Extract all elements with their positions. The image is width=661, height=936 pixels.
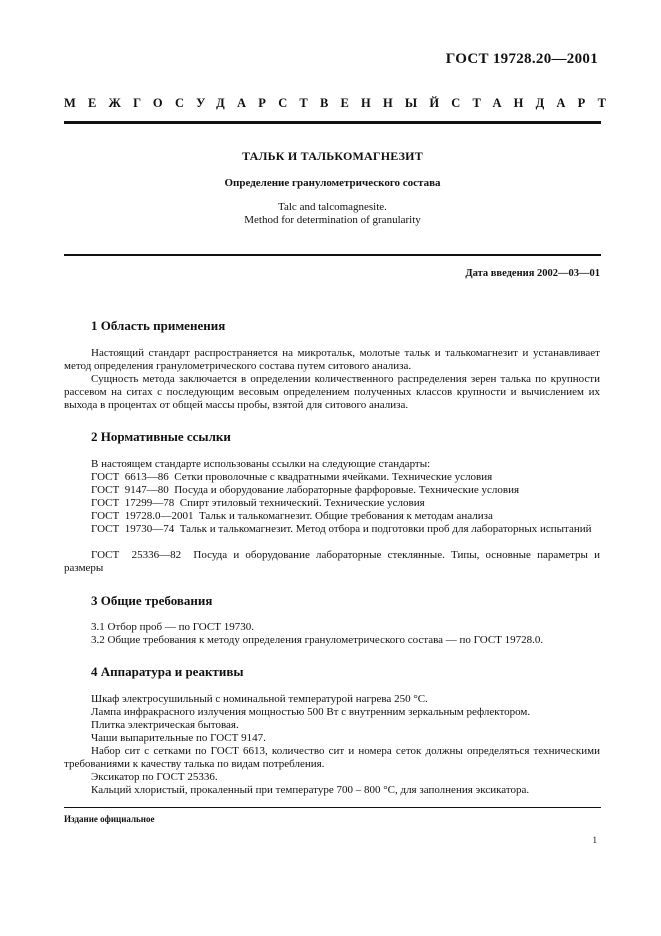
clause-3-2: 3.2 Общие требования к методу определения гранулометрического состава — по ГОСТ 19728.0.: [91, 634, 544, 646]
reference-item: [64, 471, 600, 484]
reference-item: [64, 510, 600, 523]
document-title: ТАЛЬК И ТАЛЬКОМАГНЕЗИТ: [242, 149, 423, 163]
reference-item: [64, 523, 600, 536]
document-subtitle: Определение гранулометрического состава: [224, 177, 441, 189]
document-code: ГОСТ 19728.20—2001: [445, 51, 598, 67]
section-1-paragraph-2: Сущность метода заключается в определении количественного распределения зерен талька по крупности рассевом на ситах с последующим весовым определением полученных классов крупности и вычислением их выхода в процентах от общей массы пробы, взятой для ситового анализа.: [64, 373, 600, 411]
english-title-line-1: Talc and talcomagnesite.: [278, 201, 387, 213]
reference-text: Посуда и оборудование лабораторные фарфоровые. Технические условия: [174, 484, 520, 496]
header-rule: [64, 121, 601, 124]
english-title: [64, 201, 601, 227]
section-2-heading: 2 Нормативные ссылки: [91, 429, 231, 444]
effective-date: Дата введения 2002—03—01: [465, 268, 600, 279]
banner-word-standard: СТАНДАРТ: [451, 96, 619, 110]
reference-code: ГОСТ 9147—80: [91, 484, 169, 496]
equipment-item: Чаши выпарительные по ГОСТ 9147.: [91, 732, 266, 744]
reference-text: Спирт этиловый технический. Технические условия: [179, 497, 425, 509]
standard-type-banner: [64, 96, 619, 111]
equipment-item: Эксикатор по ГОСТ 25336.: [91, 771, 218, 783]
footer-rule: [64, 807, 601, 808]
reference-text: Посуда и оборудование лабораторные стеклянные. Типы, основные параметры и размеры: [64, 549, 600, 574]
equipment-item: Шкаф электросушильный с номинальной температурой нагрева 250 °С.: [91, 693, 428, 705]
english-title-line-2: Method for determination of granularity: [244, 214, 421, 226]
reference-item: [64, 549, 600, 575]
reference-code: ГОСТ 19728.0—2001: [91, 510, 194, 522]
reference-code: ГОСТ 17299—78: [91, 497, 175, 509]
equipment-item: Кальций хлористый, прокаленный при температуре 700 – 800 °С, для заполнения эксикатора.: [91, 784, 530, 796]
reference-text: Сетки проволочные с квадратными ячейками. Технические условия: [174, 471, 493, 483]
edition-note: Издание официальное: [64, 814, 155, 824]
reference-code: ГОСТ 25336—82: [91, 549, 182, 561]
equipment-item: Набор сит с сетками по ГОСТ 6613, количество сит и номера сеток должны определяться техническими требованиями к качеству талька по видам потребления.: [64, 745, 600, 770]
reference-code: ГОСТ 19730—74: [91, 523, 175, 535]
section-1-heading: 1 Область применения: [91, 318, 226, 333]
reference-text: Тальк и талькомагнезит. Метод отбора и подготовки проб для лабораторных испытаний: [179, 523, 592, 535]
section-2-intro: В настоящем стандарте использованы ссылки на следующие стандарты:: [91, 458, 431, 470]
section-3-heading: 3 Общие требования: [91, 593, 213, 608]
page-number: 1: [592, 835, 597, 845]
reference-item: [64, 497, 600, 510]
section-4-heading: 4 Аппаратура и реактивы: [91, 664, 244, 679]
clause-3-1: 3.1 Отбор проб — по ГОСТ 19730.: [91, 621, 254, 633]
equipment-item: Плитка электрическая бытовая.: [91, 719, 239, 731]
reference-code: ГОСТ 6613—86: [91, 471, 169, 483]
equipment-item: Лампа инфракрасного излучения мощностью 500 Вт с внутренним зеркальным рефлектором.: [91, 706, 531, 718]
title-rule: [64, 254, 601, 256]
section-1-paragraph-1: Настоящий стандарт распространяется на микротальк, молотые тальк и талькомагнезит и устанавливает метод определения гранулометрического состава путем ситового анализа.: [64, 347, 600, 372]
banner-word-interstate: МЕЖГОСУДАРСТВЕННЫЙ: [64, 96, 452, 110]
reference-text: Тальк и талькомагнезит. Общие требования к методам анализа: [198, 510, 493, 522]
reference-item: [64, 484, 600, 497]
